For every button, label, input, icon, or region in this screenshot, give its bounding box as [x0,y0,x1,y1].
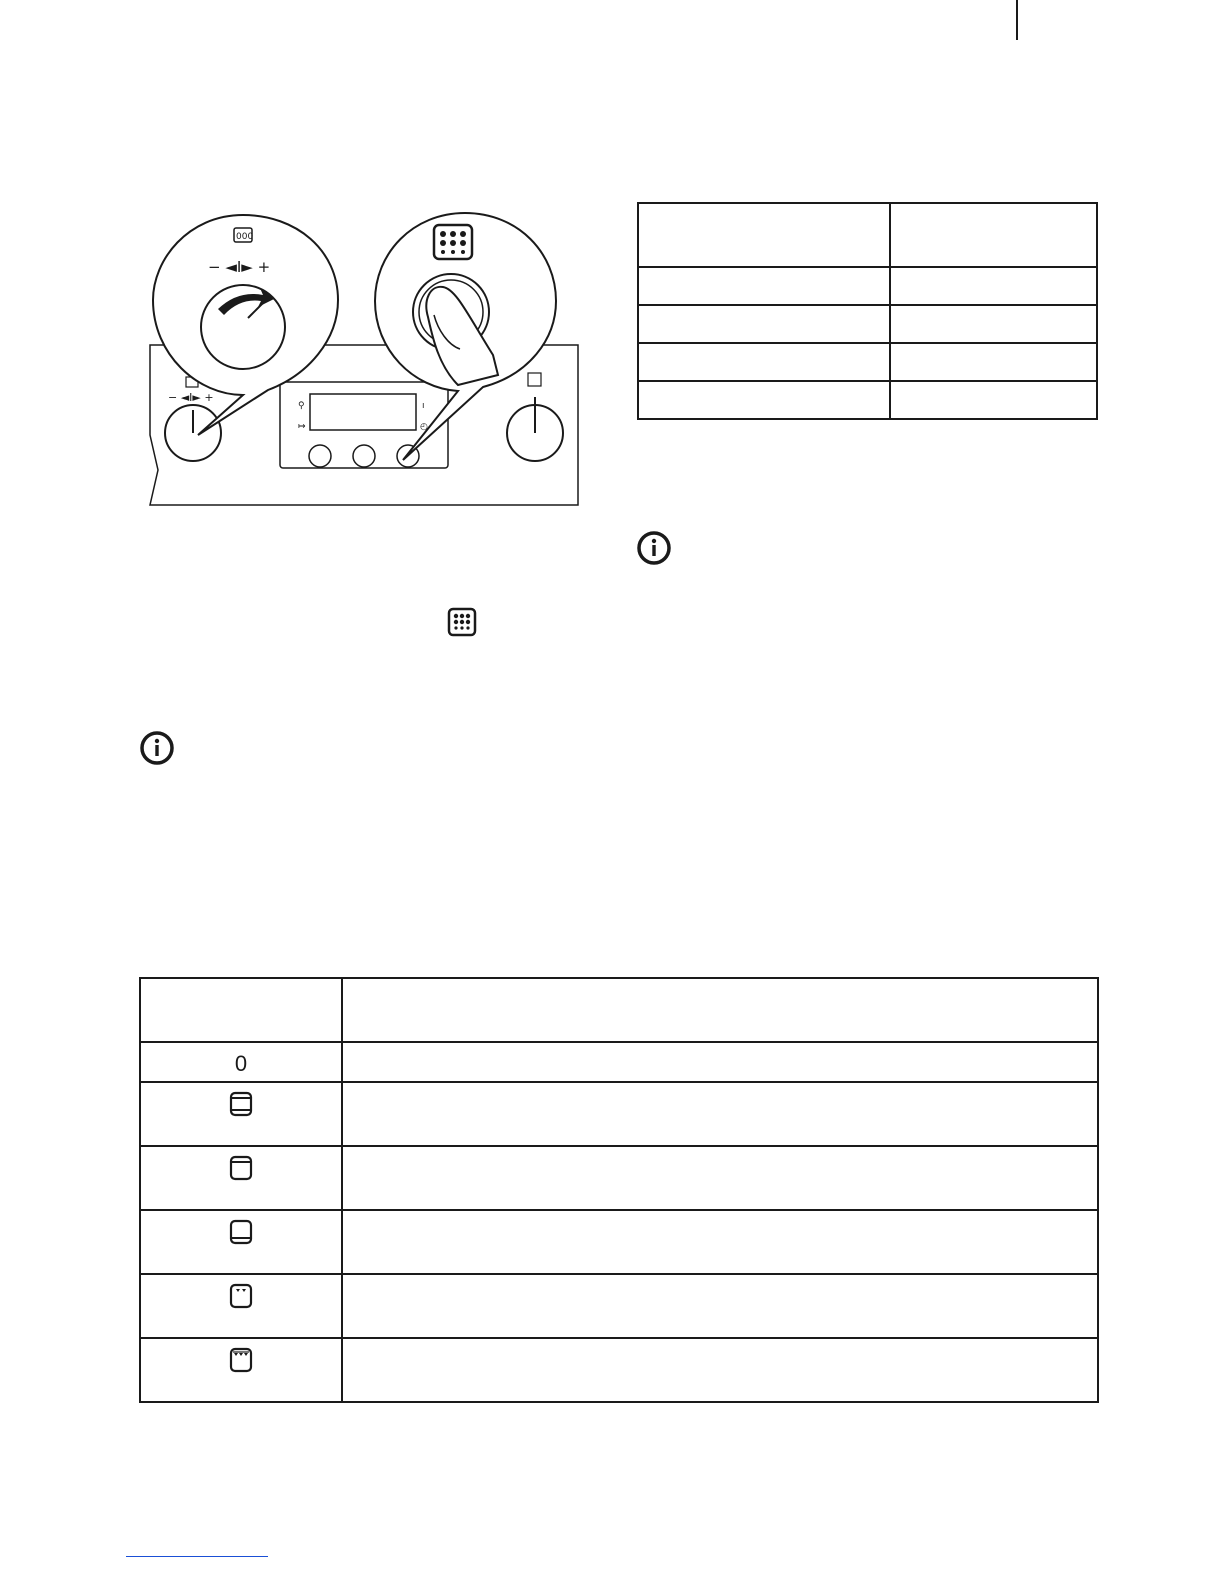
info-icon [139,730,175,766]
table-row [140,1274,1098,1338]
table-cell [638,381,890,419]
table-cell [890,305,1097,343]
table-row [140,1210,1098,1274]
table-cell [890,267,1097,305]
footer-link-underline[interactable] [126,1556,268,1557]
table-row [140,1338,1098,1402]
table-row [140,1082,1098,1146]
bottom-heat-icon [229,1219,253,1245]
table-cell [342,1042,1098,1082]
table-cell [342,1338,1098,1402]
table-cell [890,381,1097,419]
oven-functions-table [139,977,1099,1403]
oven-control-panel-illustration [138,205,598,525]
grill-icon [229,1283,253,1309]
info-icon [636,530,672,566]
svg-text:◴: ◴ [420,421,428,431]
table-row [638,305,1097,343]
table-cell [342,1274,1098,1338]
svg-text:000: 000 [236,232,254,242]
page-edge-marker [1016,0,1018,40]
grid-dots-icon [447,607,477,637]
table-cell [342,1210,1098,1274]
table-cell [638,305,890,343]
table-cell [638,343,890,381]
fan-grill-icon [229,1347,253,1373]
table-row [638,381,1097,419]
table-cell [890,343,1097,381]
table-row [638,203,1097,267]
table-row [140,1042,1098,1082]
table-cell [638,267,890,305]
svg-text:↦: ↦ [298,421,306,431]
table-cell [342,1146,1098,1210]
svg-text:− ◄I► +: − ◄I► + [168,391,214,404]
table-cell [890,203,1097,267]
table-cell [342,1082,1098,1146]
table-row [638,343,1097,381]
header-cell [342,978,1098,1042]
table-row [140,1146,1098,1210]
settings-table [637,202,1098,420]
svg-text:⚲: ⚲ [298,400,305,410]
table-header-row [140,978,1098,1042]
table-cell [638,203,890,267]
table-row [638,267,1097,305]
header-cell [140,978,342,1042]
svg-text:− ◄I► +: − ◄I► + [208,258,271,276]
zero-off-label: 0 [234,1051,248,1076]
top-heat-icon [229,1155,253,1181]
top-bottom-heat-icon [229,1091,253,1117]
svg-text:ı: ı [422,400,425,410]
